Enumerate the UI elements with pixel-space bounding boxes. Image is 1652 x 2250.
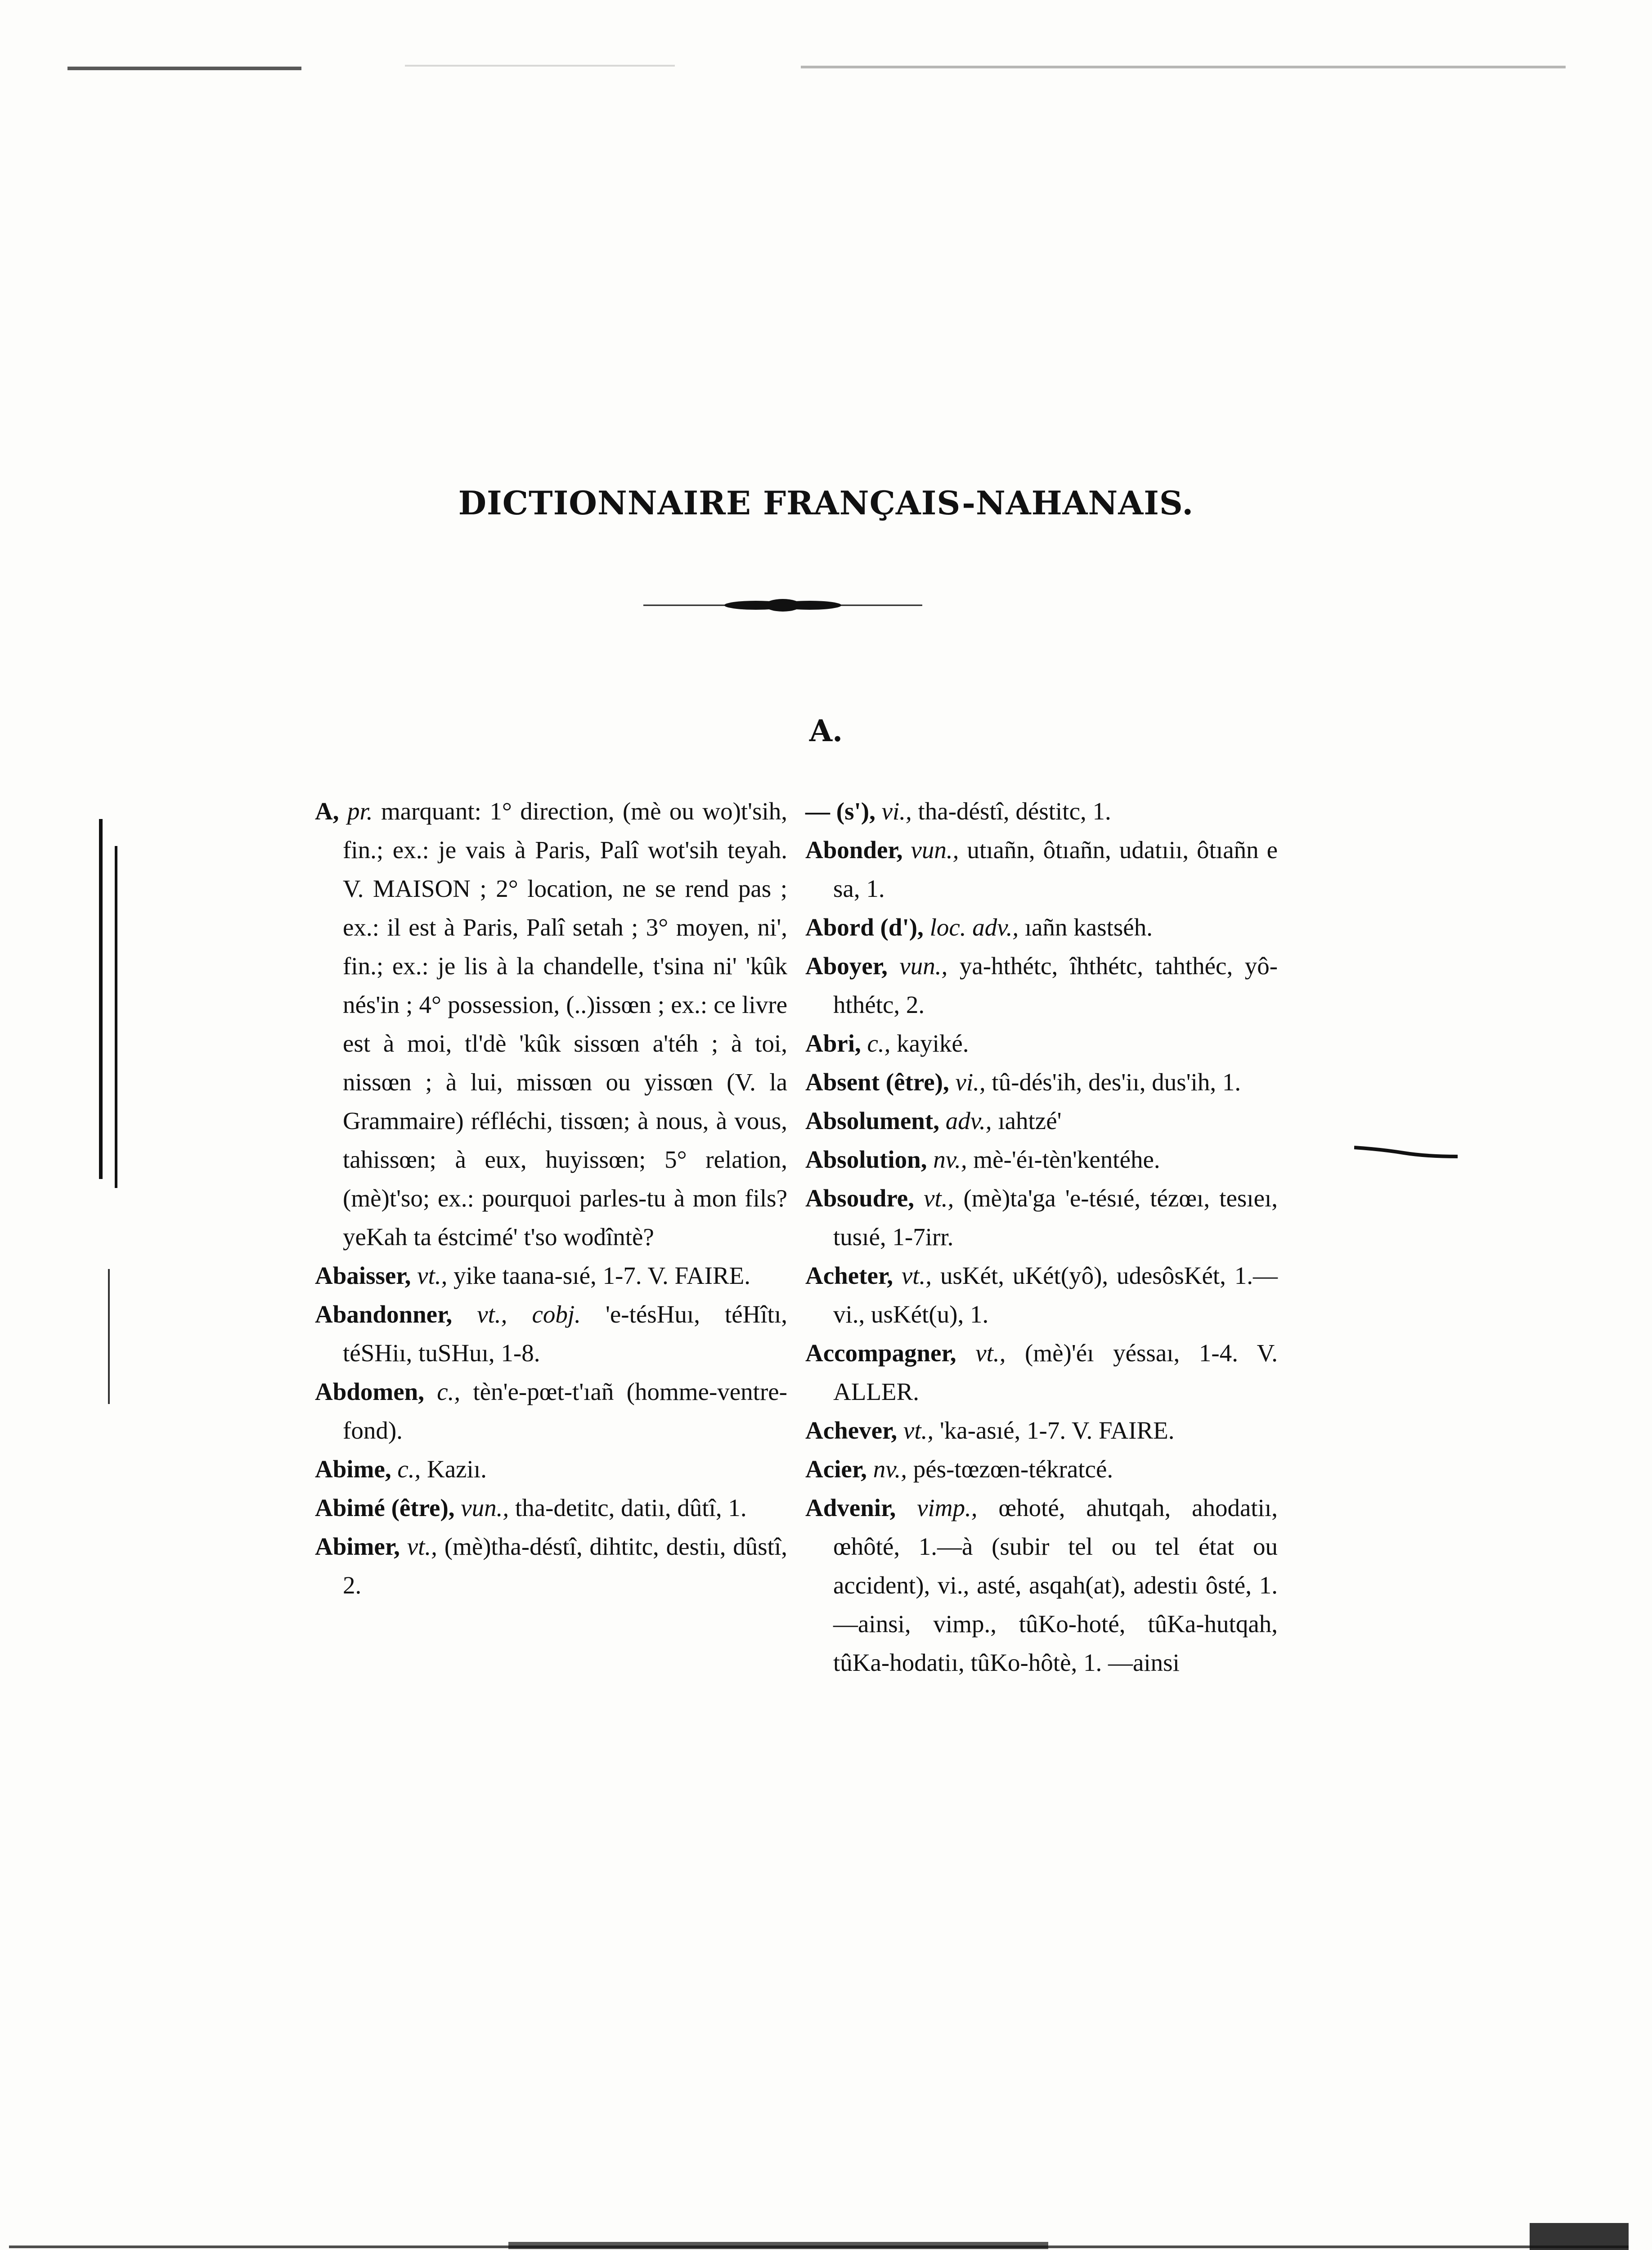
headword: Absolument, xyxy=(805,1107,939,1134)
headword: Absolution, xyxy=(805,1146,927,1173)
grammar-tag: nv., xyxy=(873,1455,907,1483)
definition: tû-dés'ih, des'iı, dus'ih, 1. xyxy=(992,1068,1241,1096)
grammar-tag: c., xyxy=(867,1030,891,1057)
headword: — (s'), xyxy=(805,797,875,825)
grammar-tag: vt., cobj. xyxy=(477,1300,581,1328)
headword: Aboyer, xyxy=(805,952,888,980)
grammar-tag: vimp., xyxy=(917,1494,978,1521)
entry xyxy=(805,1140,1278,1179)
grammar-tag: vt., xyxy=(903,1417,934,1444)
entry xyxy=(805,1063,1278,1102)
headword: Abimé (être), xyxy=(315,1494,455,1521)
definition: mè-'éı-tèn'kentéhe. xyxy=(973,1146,1160,1173)
entry xyxy=(805,947,1278,1024)
grammar-tag: loc. adv., xyxy=(929,914,1019,941)
definition: ıahtzé' xyxy=(998,1107,1062,1134)
entry xyxy=(805,1102,1278,1140)
entry xyxy=(805,1256,1278,1334)
dictionary-title: DICTIONNAIRE FRANÇAIS-NAHANAIS. xyxy=(458,484,1194,522)
entry xyxy=(805,1024,1278,1063)
definition: marquant: 1° direction, (mè ou wo)t'sih, fin.; ex.: je vais à Paris, Palî wot'sih teyah. V. MAISON ; 2° location, ne se rend pas ; ex.: il est à Paris, Palî setah ; 3° moyen, ni', fin.; ex.: je lis à la chandelle, t'sina ni' 'kûk nés'in ; 4° possession, (..)issœn ; ex.: ce livre est à moi, tl'dè 'kûk sissœn a'téh ; à toi, nissœn ; à lui, missœn ou yissœn (V. la Grammaire) réfléchi, tissœn; à nous, à vous, tahissœn; à eux, huyissœn; 5° relation, (mè)t'so; ex.: pourquoi parles-tu à mon fils? yeKah ta éstcimé' t'so wodîntè? xyxy=(343,797,788,1251)
definition: kayiké. xyxy=(897,1030,969,1057)
headword: Advenir, xyxy=(805,1494,896,1521)
entry xyxy=(805,831,1278,908)
definition: Kaziı. xyxy=(427,1455,487,1483)
entry xyxy=(315,1256,787,1295)
entry xyxy=(805,1411,1278,1450)
entry xyxy=(805,1489,1278,1682)
definition: tha-detitc, datiı, dûtî, 1. xyxy=(515,1494,747,1521)
grammar-tag: vun., xyxy=(461,1494,509,1521)
scan-noise-top xyxy=(0,54,1652,81)
grammar-tag: vt., xyxy=(417,1262,448,1289)
definition: yike taana-sıé, 1-7. V. FAIRE. xyxy=(453,1262,751,1289)
entry xyxy=(315,1295,787,1372)
grammar-tag: pr. xyxy=(347,797,373,825)
entry xyxy=(315,1527,787,1605)
headword: Abimer, xyxy=(315,1533,400,1560)
margin-mark-left xyxy=(90,819,130,1449)
headword: Achever, xyxy=(805,1417,898,1444)
right-column xyxy=(805,792,1278,1682)
entry xyxy=(805,1450,1278,1489)
headword: Absoudre, xyxy=(805,1184,914,1212)
grammar-tag: vt., xyxy=(924,1184,954,1212)
definition: 'e-tésHuı, téHîtı, téSHiı, tuSHuı, 1-8. xyxy=(343,1300,787,1367)
entry xyxy=(805,1334,1278,1411)
definition: œhoté, ahutqah, ahodatiı, œhôté, 1.—à (subir tel ou tel état ou accident), vi., asté, asqah(at), adestiı ôsté, 1. —ainsi, vimp., tûKo-hoté, tûKa-hutqah, tûKa-hodatiı, tûKo-hôtè, 1. —ainsi xyxy=(833,1494,1278,1676)
headword: Absent (être), xyxy=(805,1068,949,1096)
definition: (mè)tha-déstî, dihtitc, destiı, dûstî, 2. xyxy=(343,1533,787,1599)
definition: ya-hthétc, îhthétc, tahthéc, yô-hthétc, 2. xyxy=(833,952,1278,1018)
entry xyxy=(805,908,1278,947)
definition: (mè)ta'ga 'e-tésıé, tézœı, tesıeı, tusıé, 1-7irr. xyxy=(833,1184,1278,1251)
definition: 'ka-asıé, 1-7. V. FAIRE. xyxy=(939,1417,1175,1444)
grammar-tag: vi., xyxy=(955,1068,986,1096)
title-ornament xyxy=(643,596,922,614)
grammar-tag: vi., xyxy=(881,797,912,825)
headword: Abdomen, xyxy=(315,1378,424,1405)
headword: Abime, xyxy=(315,1455,391,1483)
headword: Abandonner, xyxy=(315,1300,453,1328)
entry xyxy=(315,1489,787,1527)
scan-noise-bottom xyxy=(0,2214,1652,2250)
entry xyxy=(315,1372,787,1450)
headword: A, xyxy=(315,797,339,825)
definition: (mè)'éı yéssaı, 1-4. V. ALLER. xyxy=(833,1339,1278,1405)
definition: tha-déstî, déstitc, 1. xyxy=(918,797,1111,825)
definition: pés-tœzœn-tékratcé. xyxy=(913,1455,1113,1483)
grammar-tag: vt., xyxy=(407,1533,437,1560)
entry xyxy=(315,792,787,1256)
section-letter: A. xyxy=(809,713,843,748)
grammar-tag: c., xyxy=(397,1455,421,1483)
grammar-tag: vt., xyxy=(901,1262,932,1289)
grammar-tag: vun., xyxy=(911,836,959,864)
grammar-tag: vun., xyxy=(899,952,948,980)
margin-mark-right xyxy=(1354,1143,1458,1161)
entry xyxy=(315,1450,787,1489)
entry xyxy=(805,792,1278,831)
grammar-tag: adv., xyxy=(945,1107,992,1134)
entry xyxy=(805,1179,1278,1256)
headword: Acier, xyxy=(805,1455,867,1483)
definition: usKét, uKét(yô), udesôsKét, 1.—vi., usKét(u), 1. xyxy=(833,1262,1278,1328)
grammar-tag: vt., xyxy=(975,1339,1006,1367)
definition: tèn'e-pœt-t'ıañ (homme-ventre-fond). xyxy=(343,1378,788,1444)
grammar-tag: c., xyxy=(437,1378,461,1405)
headword: Accompagner, xyxy=(805,1339,956,1367)
headword: Abaisser, xyxy=(315,1262,411,1289)
definition: utıañn, ôtıañn, udatıiı, ôtıañn e sa, 1. xyxy=(833,836,1278,902)
headword: Abri, xyxy=(805,1030,861,1057)
headword: Abord (d'), xyxy=(805,914,924,941)
grammar-tag: nv., xyxy=(933,1146,967,1173)
left-column xyxy=(315,792,787,1605)
headword: Acheter, xyxy=(805,1262,893,1289)
definition: ıañn kastséh. xyxy=(1024,914,1153,941)
headword: Abonder, xyxy=(805,836,903,864)
